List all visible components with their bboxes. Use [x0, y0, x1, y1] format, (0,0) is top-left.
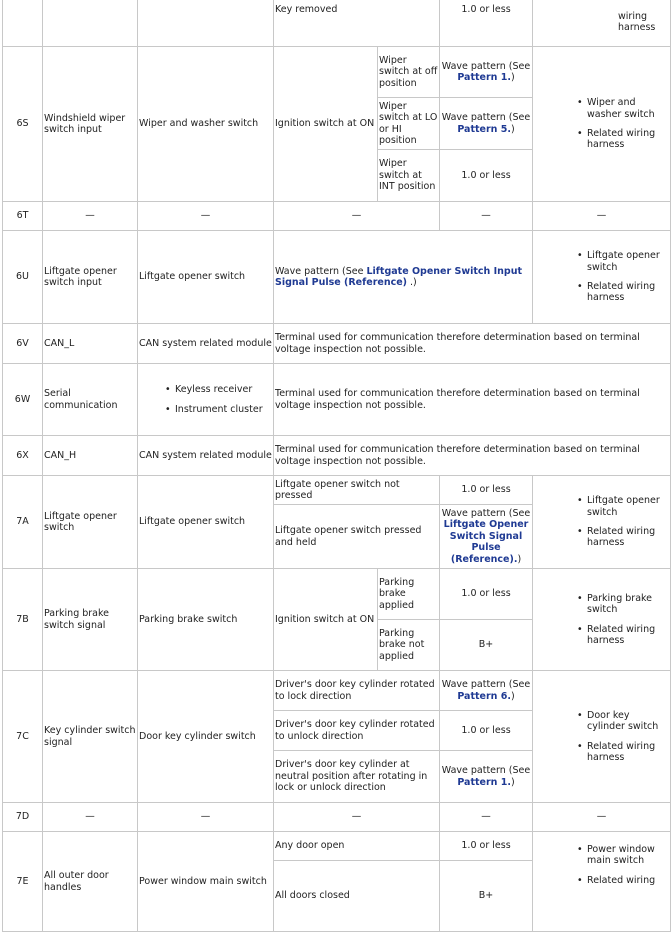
signal-cell: CAN_H: [43, 436, 138, 476]
connected-to-cell: CAN system related module: [138, 324, 274, 364]
signal-cell: CAN_L: [43, 324, 138, 364]
signal-cell: Liftgate opener switch input: [43, 231, 138, 324]
connected-to-cell: —: [138, 202, 274, 231]
connected-to-cell: Liftgate opener switch: [138, 476, 274, 569]
pulse-reference-link[interactable]: Liftgate Opener Switch Input Signal Pulse (Reference): [275, 265, 522, 288]
signal-cell: Parking brake switch signal: [43, 569, 138, 671]
connected-to-cell: Power window main switch: [138, 832, 274, 932]
pattern-link[interactable]: Pattern 6.: [457, 690, 511, 702]
terminal-cell: 7E: [3, 832, 43, 932]
table-row: [3, 803, 671, 832]
table-row: [3, 364, 671, 436]
condition-cell: Ignition switch at ON: [274, 47, 378, 202]
condition-cell: Driver's door key cylinder rotated to lock direction: [274, 671, 440, 711]
notes-cell: —: [533, 803, 671, 832]
signal-cell: Liftgate opener switch: [43, 476, 138, 569]
connected-to-cell: [138, 364, 274, 436]
condition-cell: All doors closed: [274, 861, 440, 932]
signal-cell: [43, 0, 138, 47]
voltage-cell: 1.0 or less: [440, 832, 533, 861]
voltage-cell: —: [440, 803, 533, 832]
terminal-cell: 6U: [3, 231, 43, 324]
voltage-cell: Wave pattern (See Pattern 1.): [440, 47, 533, 98]
description-cell: Terminal used for communication therefore determination based on terminal voltage inspection not possible.: [274, 364, 671, 436]
condition-cell: Key removed: [274, 0, 440, 47]
voltage-cell: Wave pattern (See Liftgate Opener Switch Input Signal Pulse (Reference) .): [274, 231, 533, 324]
table-row: [3, 0, 671, 47]
note-item: • Power window main switch: [587, 844, 669, 867]
terminal-cell: 7B: [3, 569, 43, 671]
terminal-cell: 6S: [3, 47, 43, 202]
note-item: • Liftgate opener switch: [587, 495, 669, 518]
sub-condition-cell: Wiper switch at off position: [378, 47, 440, 98]
connected-to-cell: Wiper and washer switch: [138, 47, 274, 202]
notes-cell: wiring harness: [533, 0, 671, 47]
sub-condition-cell: Parking brake not applied: [378, 620, 440, 671]
condition-cell: Ignition switch at ON: [274, 569, 378, 671]
sub-condition-cell: Wiper switch at LO or HI position: [378, 98, 440, 150]
voltage-cell: 1.0 or less: [440, 569, 533, 620]
note-item: • Related wiring harness: [587, 281, 669, 304]
terminal-cell: [3, 0, 43, 47]
voltage-cell: B+: [440, 620, 533, 671]
terminal-cell: 6W: [3, 364, 43, 436]
voltage-cell: 1.0 or less: [440, 0, 533, 47]
voltage-cell: 1.0 or less: [440, 476, 533, 505]
connected-to-cell: CAN system related module: [138, 436, 274, 476]
terminal-cell: 6X: [3, 436, 43, 476]
condition-cell: Driver's door key cylinder rotated to unlock direction: [274, 711, 440, 751]
connected-to-cell: Door key cylinder switch: [138, 671, 274, 803]
connected-to-cell: Parking brake switch: [138, 569, 274, 671]
voltage-cell: Wave pattern (See Pattern 5.): [440, 98, 533, 150]
condition-cell: —: [274, 803, 440, 832]
notes-cell: —: [533, 202, 671, 231]
sub-condition-cell: Wiper switch at INT position: [378, 150, 440, 202]
note-item: • Related wiring: [587, 875, 669, 886]
terminal-cell: 6T: [3, 202, 43, 231]
signal-cell: Key cylinder switch signal: [43, 671, 138, 803]
condition-cell: —: [274, 202, 440, 231]
note-item: • Related wiring harness: [587, 526, 669, 549]
table-row: [3, 202, 671, 231]
condition-cell: Any door open: [274, 832, 440, 861]
condition-cell: Liftgate opener switch not pressed: [274, 476, 440, 505]
terminal-cell: 7D: [3, 803, 43, 832]
signal-cell: Windshield wiper switch input: [43, 47, 138, 202]
pulse-reference-link[interactable]: Liftgate Opener Switch Signal Pulse (Reference).: [443, 519, 529, 565]
connected-to-cell: [138, 0, 274, 47]
note-item: • Related wiring harness: [587, 128, 669, 151]
description-cell: Terminal used for communication therefore determination based on terminal voltage inspection not possible.: [274, 324, 671, 364]
signal-cell: —: [43, 202, 138, 231]
notes-cell: [533, 476, 671, 569]
voltage-cell: B+: [440, 861, 533, 932]
voltage-cell: Wave pattern (See Liftgate Opener Switch Signal Pulse (Reference).): [440, 505, 533, 569]
connected-to-cell: —: [138, 803, 274, 832]
terminal-cell: 7A: [3, 476, 43, 569]
terminal-cell: 7C: [3, 671, 43, 803]
terminal-cell: 6V: [3, 324, 43, 364]
table-row: [3, 671, 671, 711]
signal-cell: Serial communication: [43, 364, 138, 436]
module-item: • Keyless receiver: [175, 384, 272, 395]
note-item: • Parking brake switch: [587, 593, 669, 616]
connected-to-cell: Liftgate opener switch: [138, 231, 274, 324]
notes-cell: [533, 832, 671, 932]
note-item: • Liftgate opener switch: [587, 250, 669, 273]
condition-cell: Driver's door key cylinder at neutral position after rotating in lock or unlock direction: [274, 751, 440, 803]
condition-cell: Liftgate opener switch pressed and held: [274, 505, 440, 569]
table-row: [3, 324, 671, 364]
table-row: [3, 47, 671, 98]
voltage-cell: Wave pattern (See Pattern 1.): [440, 751, 533, 803]
note-item: • Related wiring harness: [587, 624, 669, 647]
module-item: • Instrument cluster: [175, 404, 272, 415]
voltage-cell: Wave pattern (See Pattern 6.): [440, 671, 533, 711]
description-cell: Terminal used for communication therefore determination based on terminal voltage inspection not possible.: [274, 436, 671, 476]
voltage-cell: 1.0 or less: [440, 711, 533, 751]
notes-cell: [533, 671, 671, 803]
note-item: • Related wiring harness: [587, 741, 669, 764]
signal-cell: All outer door handles: [43, 832, 138, 932]
terminal-inspection-table: [2, 0, 671, 932]
table-row: [3, 436, 671, 476]
voltage-cell: —: [440, 202, 533, 231]
notes-cell: [533, 231, 671, 324]
table-row: [3, 569, 671, 620]
table-row: [3, 231, 671, 324]
pattern-link[interactable]: Pattern 5.: [457, 123, 511, 135]
table-row: [3, 476, 671, 505]
table-row: [3, 832, 671, 861]
notes-cell: [533, 47, 671, 202]
pattern-link[interactable]: Pattern 1.: [457, 776, 511, 788]
pattern-link[interactable]: Pattern 1.: [457, 72, 511, 83]
voltage-cell: 1.0 or less: [440, 150, 533, 202]
note-item: • Wiper and washer switch: [587, 97, 669, 120]
signal-cell: —: [43, 803, 138, 832]
sub-condition-cell: Parking brake applied: [378, 569, 440, 620]
note-item: • Door key cylinder switch: [587, 710, 669, 733]
notes-cell: [533, 569, 671, 671]
